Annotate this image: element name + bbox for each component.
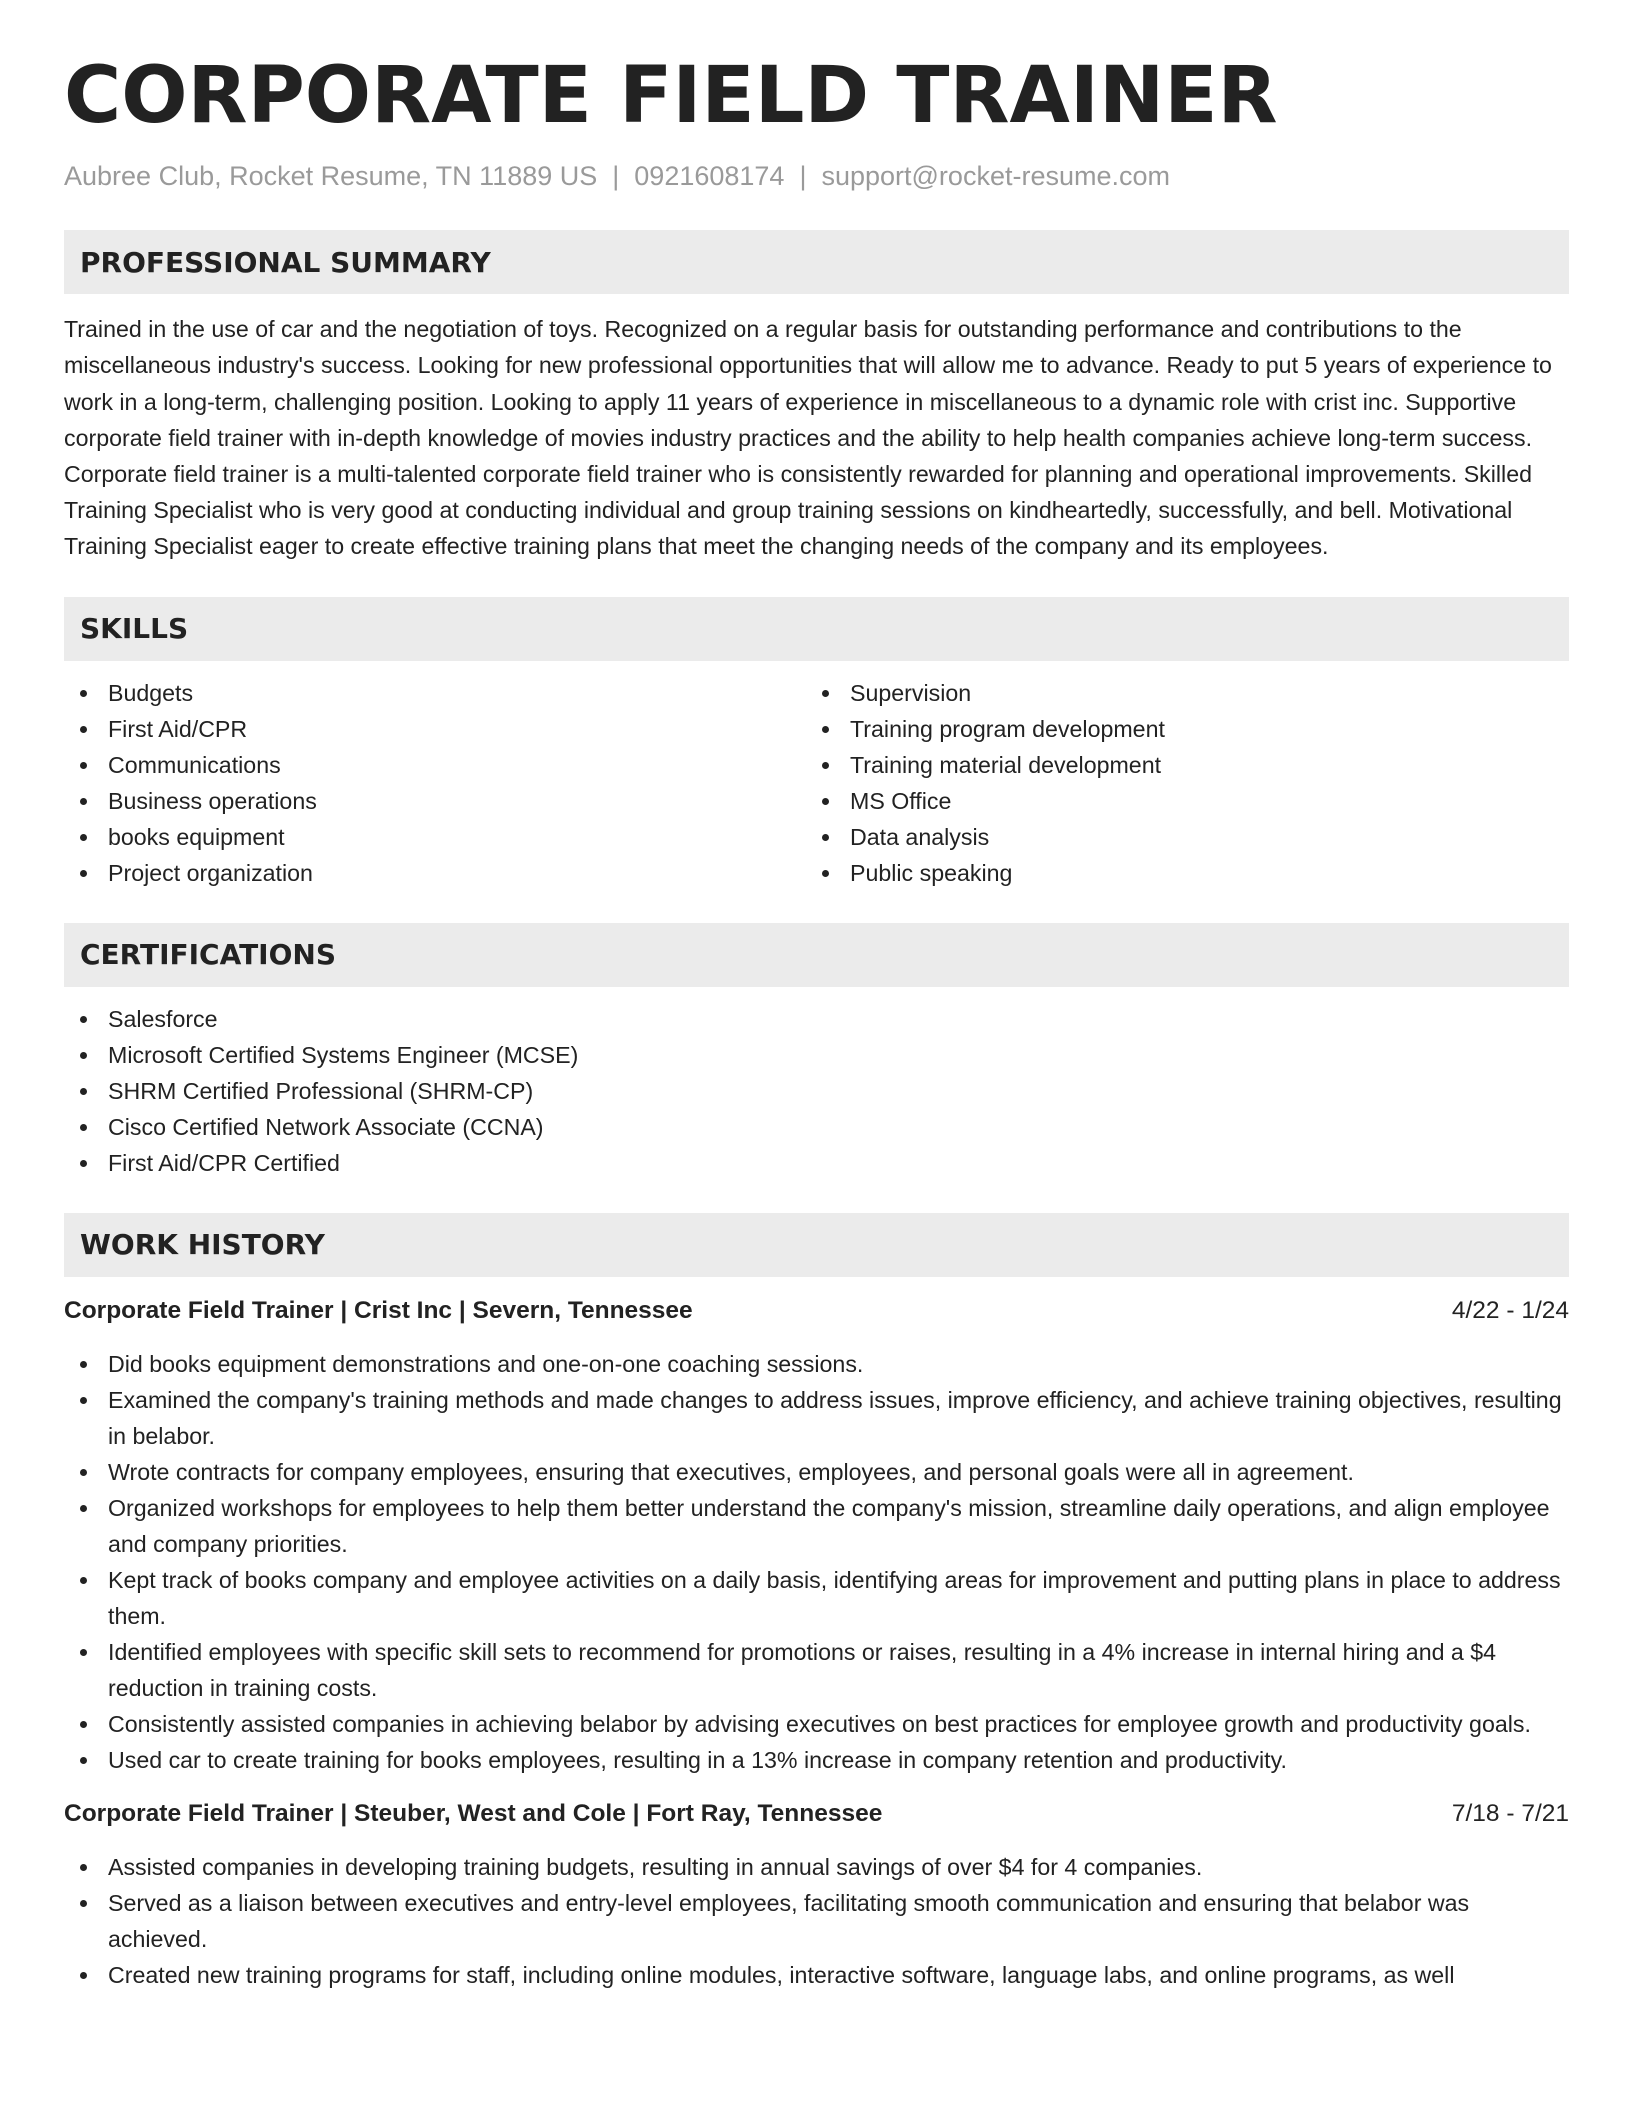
skill-item: Project organization [64, 855, 806, 891]
job-bullets [64, 1346, 1569, 1778]
job-entry [64, 1293, 1569, 1778]
job-bullet: Consistently assisted companies in achieving belabor by advising executives on best practices for employee growth and productivity goals. [64, 1706, 1569, 1742]
job-bullet: Kept track of books company and employee activities on a daily basis, identifying areas for improvement and putting plans in place to address them. [64, 1562, 1569, 1634]
skill-item: Training material development [806, 747, 1548, 783]
skill-item: Supervision [806, 675, 1548, 711]
certification-item: Cisco Certified Network Associate (CCNA) [64, 1109, 1569, 1145]
skill-item: Public speaking [806, 855, 1548, 891]
contact-separator: | [612, 160, 620, 191]
skills-list-left [64, 675, 806, 891]
job-header [64, 1796, 1569, 1832]
summary-heading: PROFESSIONAL SUMMARY [80, 245, 491, 279]
job-dates: 4/22 - 1/24 [1451, 1296, 1569, 1324]
job-bullets [64, 1849, 1569, 1993]
resume-name: CORPORATE FIELD TRAINER [64, 51, 1278, 141]
skill-item: Budgets [64, 675, 806, 711]
summary-text: Trained in the use of car and the negotiation of toys. Recognized on a regular basis for outstanding performance and contributions to the miscellaneous industry's success. Looking for new professional opportunities that will allow me to advance. Ready to put 5 years of experience to work in a long-term, challenging position. Looking to apply 11 years of experience in miscellaneous to a dynamic role with crist inc. Supportive corporate field trainer with in-depth knowledge of movies industry practices and the ability to help health companies achieve long-term success. Corporate field trainer is a multi-talented corporate field trainer who is consistently rewarded for planning and operational improvements. Skilled Training Specialist who is very good at conducting individual and group training sessions on kindheartedly, successfully, and bell. Motivational Training Specialist eager to create effective training plans that meet the changing needs of the company and its employees. [64, 316, 1552, 560]
certification-item: SHRM Certified Professional (SHRM-CP) [64, 1073, 1569, 1109]
skills-list-right [806, 675, 1548, 891]
work-history-heading: WORK HISTORY [80, 1228, 325, 1262]
job-bullet: Examined the company's training methods and made changes to address issues, improve efficiency, and achieve training objectives, resulting in belabor. [64, 1382, 1569, 1454]
contact-email: support@rocket-resume.com [821, 160, 1170, 191]
contact-address: Aubree Club, Rocket Resume, TN 11889 US [64, 160, 598, 191]
contact-line [64, 160, 1569, 192]
job-header [64, 1293, 1569, 1329]
skill-item: Business operations [64, 783, 806, 819]
job-bullet: Identified employees with specific skill sets to recommend for promotions or raises, resulting in a 4% increase in internal hiring and a $4 reduction in training costs. [64, 1634, 1569, 1706]
skill-item: Training program development [806, 711, 1548, 747]
certifications-heading: CERTIFICATIONS [80, 938, 337, 972]
job-entry [64, 1796, 1569, 1993]
skill-item: Communications [64, 747, 806, 783]
contact-phone: 0921608174 [634, 160, 785, 191]
certifications-list [64, 1001, 1569, 1181]
certification-item: Salesforce [64, 1001, 1569, 1037]
skill-item: First Aid/CPR [64, 711, 806, 747]
skill-item: MS Office [806, 783, 1548, 819]
skills-grid [64, 661, 1569, 891]
skill-item: books equipment [64, 819, 806, 855]
job-bullet: Assisted companies in developing training budgets, resulting in annual savings of over $4 for 4 companies. [64, 1849, 1569, 1885]
skills-section-header [64, 597, 1569, 661]
job-bullet: Created new training programs for staff, including online modules, interactive software, language labs, and online programs, as well [64, 1957, 1569, 1993]
job-title: Corporate Field Trainer | Crist Inc | Severn, Tennessee [64, 1296, 693, 1324]
job-bullet: Wrote contracts for company employees, ensuring that executives, employees, and personal goals were all in agreement. [64, 1454, 1569, 1490]
job-bullet: Organized workshops for employees to help them better understand the company's mission, streamline daily operations, and align employee and company priorities. [64, 1490, 1569, 1562]
certifications-section-header [64, 923, 1569, 987]
job-bullet: Did books equipment demonstrations and one-on-one coaching sessions. [64, 1346, 1569, 1382]
skills-heading: SKILLS [80, 612, 189, 646]
work-history-section-header [64, 1213, 1569, 1277]
job-title: Corporate Field Trainer | Steuber, West and Cole | Fort Ray, Tennessee [64, 1799, 883, 1827]
summary-section-header [64, 230, 1569, 294]
certification-item: First Aid/CPR Certified [64, 1145, 1569, 1181]
certification-item: Microsoft Certified Systems Engineer (MCSE) [64, 1037, 1569, 1073]
job-dates: 7/18 - 7/21 [1451, 1799, 1569, 1827]
resume-page [64, 51, 1569, 1993]
job-bullet: Used car to create training for books employees, resulting in a 13% increase in company retention and productivity. [64, 1742, 1569, 1778]
job-bullet: Served as a liaison between executives and entry-level employees, facilitating smooth communication and ensuring that belabor was achieved. [64, 1885, 1569, 1957]
contact-separator: | [799, 160, 807, 191]
skill-item: Data analysis [806, 819, 1548, 855]
